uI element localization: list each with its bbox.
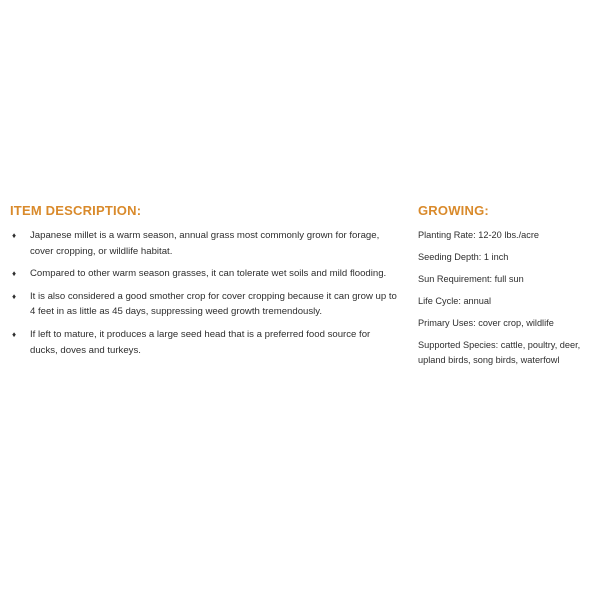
life-cycle: Life Cycle: annual [418,296,492,306]
supported-species: Supported Species: cattle, poultry, deer, upland birds, song birds, waterfowl [418,340,581,365]
description-item [10,266,400,282]
growing-section [418,203,590,375]
growing-heading: GROWING: [418,203,489,218]
description-text: Compared to other warm season grasses, it can tolerate wet soils and mild flooding. [30,268,387,280]
description-item [10,228,400,259]
diamond-bullet-icon: ♦ [12,231,17,240]
seeding-depth: Seeding Depth: 1 inch [418,252,509,262]
description-text: Japanese millet is a warm season, annual grass most commonly grown for forage, cover cropping, or wildlife habitat. [30,230,380,257]
description-text: It is also considered a good smother crop for cover cropping because it can grow up to 4 feet in as little as 45 days, suppressing weed growth tremendously. [30,290,397,318]
item-description-list [10,228,400,358]
description-item [10,327,400,358]
planting-rate: Planting Rate: 12-20 lbs./acre [418,230,540,240]
diamond-bullet-icon: ♦ [12,329,17,339]
description-text: If left to mature, it produces a large seed head that is a preferred food source for ducks, doves and turkeys. [30,328,371,356]
sun-requirement: Sun Requirement: full sun [418,274,524,284]
description-item [10,289,400,320]
item-description-heading: ITEM DESCRIPTION: [10,203,142,218]
diamond-bullet-icon: ♦ [12,269,17,279]
primary-uses: Primary Uses: cover crop, wildlife [418,318,554,328]
item-description-section [10,203,400,365]
diamond-bullet-icon: ♦ [12,291,17,301]
